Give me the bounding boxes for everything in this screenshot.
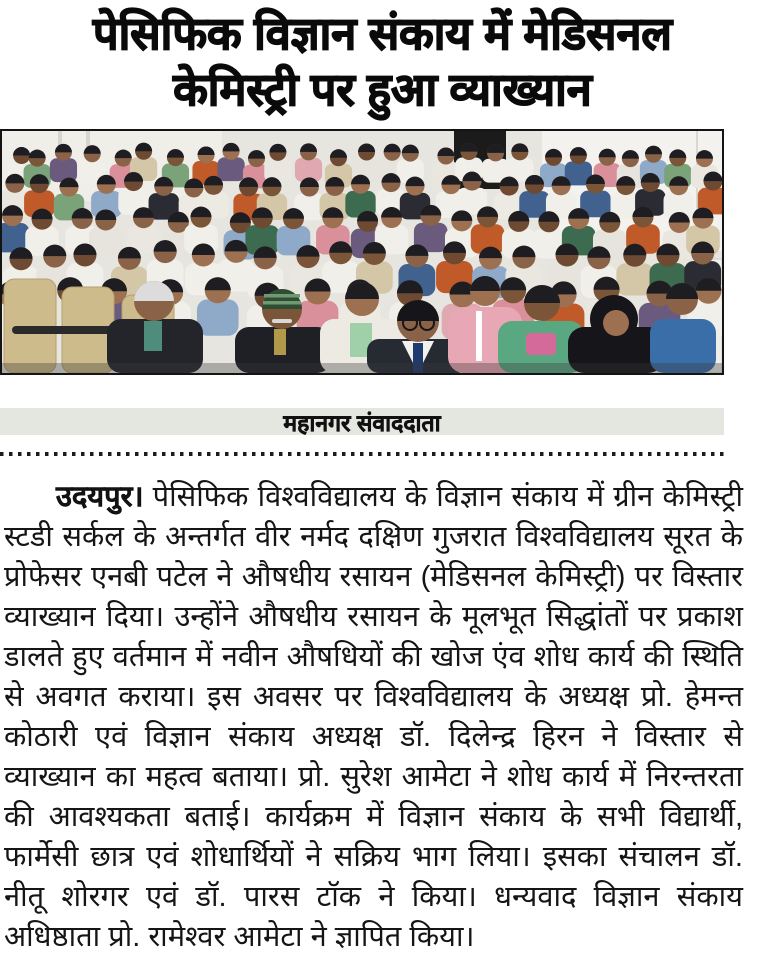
byline-text: महानगर संवाददाता xyxy=(283,409,441,436)
dotted-separator xyxy=(0,452,724,456)
byline-band xyxy=(0,408,724,435)
headline-line-2: केमिस्ट्री पर हुआ व्याख्यान xyxy=(173,64,592,115)
dateline: उदयपुर। xyxy=(56,481,144,513)
lecture-hall-audience-illustration xyxy=(2,131,722,373)
article-body xyxy=(0,477,765,957)
body-text: पेसिफिक विश्वविद्यालय के विज्ञान संकाय में ग्रीन केमिस्ट्री स्टडी सर्कल के अन्तर्गत वीर नर्मद दक्षिण गुजरात विश्वविद्यालय सूरत के प्रोफेसर एनबी पटेल ने औषधीय रसायन (मेडिसनल केमिस्ट्री) पर विस्तार व्याख्यान दिया। उन्होंने औषधीय रसायन के मूलभूत सिद्धांतों पर प्रकाश डालते हुए वर्तमान में नवीन औषधियों की खोज एंव शोध कार्य की स्थिति से अवगत कराया। इस अवसर पर विश्वविद्यालय के अध्यक्ष प्रो. हेमन्त कोठारी एवं विज्ञान संकाय अध्यक्ष डॉ. दिलेन्द्र हिरन ने विस्तार से व्याख्यान का महत्व बताया। प्रो. सुरेश आमेटा ने शोध कार्य में निरन्तरता की आवश्यकता बताई। कार्यक्रम में विज्ञान संकाय के सभी विद्यार्थी, फार्मेसी छात्र एवं शोधार्थियों ने सक्रिय भाग लिया। इसका संचालन डॉ. नीतू शोरगर एवं डॉ. पारस टॉक ने किया। धन्यवाद विज्ञान संकाय अधिष्ठाता प्रो. रामेश्वर आमेटा ने ज्ञापित किया। xyxy=(4,481,743,953)
article-headline xyxy=(0,0,765,118)
headline-line-1: पेसिफिक विज्ञान संकाय में मेडिसनल xyxy=(93,8,672,59)
audience-photo xyxy=(0,129,724,375)
